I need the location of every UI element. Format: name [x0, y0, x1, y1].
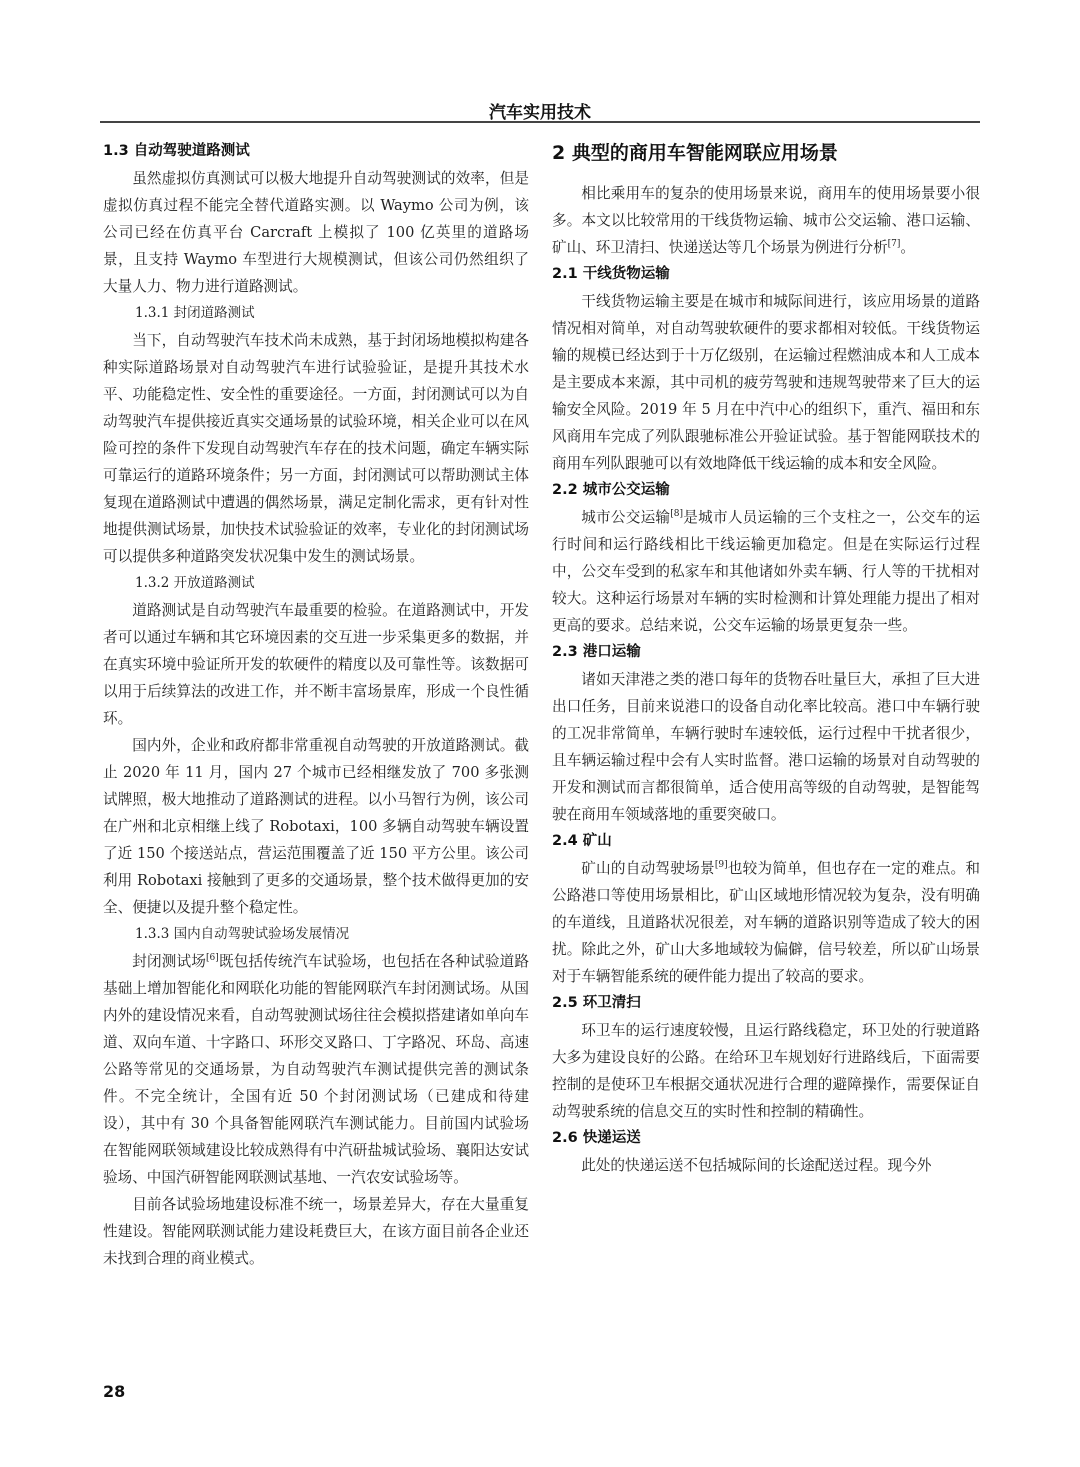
right-column [552, 138, 980, 1179]
paragraph: 道路测试是自动驾驶汽车最重要的检验。在道路测试中，开发者可以通过车辆和其它环境因素的交互进一步采集更多的数据，并在真实环境中验证所开发的软硬件的精度以及可靠性等。该数据可以用于后续算法的改进工作，并不断丰富场景库，形成一个良性循环。 [103, 602, 529, 727]
subsection-heading-1-3-1: 1.3.1 封闭道路测试 [135, 305, 255, 321]
paragraph: 诸如天津港之类的港口每年的货物吞吐量巨大，承担了巨大进出口任务，目前来说港口的设备自动化率比较高。港口中车辆行驶的工况非常简单，车辆行驶时车速较低，运行过程中干扰者很少，且车辆运输过程中会有人实时监督。港口运输的场景对自动驾驶的开发和测试而言都很简单，适合使用高等级的自动驾驶，是智能驾驶在商用车领域落地的重要突破口。 [552, 671, 980, 823]
subsection-heading-1-3-2: 1.3.2 开放道路测试 [135, 575, 255, 591]
paragraph: 虽然虚拟仿真测试可以极大地提升自动驾驶测试的效率，但是虚拟仿真过程不能完全替代道路实测。以 Waymo 公司为例，该公司已经在仿真平台 Carcraft 上模拟了 100 亿英里的道路场景，且支持 Waymo 车型进行大规模测试，但该公司仍然组织了大量人力、物力进行道路测试。 [103, 170, 529, 295]
paragraph [552, 855, 980, 990]
paragraph-text: 城市公交运输 [581, 509, 671, 526]
section-heading-2-4: 2.4 矿山 [552, 833, 612, 849]
paragraph: 国内外，企业和政府都非常重视自动驾驶的开放道路测试。截止 2020 年 11 月，国内 27 个城市已经相继发放了 700 多张测试牌照，极大地推动了道路测试的进程。以小马智行为例，该公司在广州和北京相继上线了 Robotaxi，100 多辆自动驾驶车辆设置了近 150 个接送站点，营运范围覆盖了近 150 平方公里。该公司利用 Robotaxi 接触到了更多的交通场景，整个技术做得更加的安全、便捷以及提升整个稳定性。 [103, 737, 529, 916]
citation-marker: [7] [887, 239, 901, 250]
section-heading-2: 2 典型的商用车智能网联应用场景 [552, 142, 838, 164]
page-number: 28 [103, 1382, 126, 1401]
paragraph-text: 既包括传统汽车试验场，也包括在各种试验道路基础上增加智能化和网联化功能的智能网联汽车封闭测试场。从国内外的建设情况来看，自动驾驶测试场往往会模拟搭建诸如单向车道、双向车道、十字路口、环形交叉路口、丁字路况、环岛、高速公路等常见的交通场景，为自动驾驶汽车测试提供完善的测试条件。不完全统计，全国有近 50 个封闭测试场（已建成和待建设），其中有 30 个具备智能网联汽车测试能力。目前国内试验场在智能网联领域建设比较成熟得有中汽研盐城试验场、襄阳达安试验场、中国汽研智能网联测试基地、一汽农安试验场等。 [103, 953, 529, 1186]
section-heading-2-1: 2.1 干线货物运输 [552, 266, 670, 282]
section-heading-2-5: 2.5 环卫清扫 [552, 995, 641, 1011]
section-heading-1-3: 1.3 自动驾驶道路测试 [103, 143, 250, 159]
paragraph [103, 948, 529, 1191]
paragraph: 目前各试验场地建设标准不统一，场景差异大，存在大量重复性建设。智能网联测试能力建设耗费巨大，在该方面目前各企业还未找到合理的商业模式。 [103, 1196, 529, 1267]
paragraph: 干线货物运输主要是在城市和城际间进行，该应用场景的道路情况相对简单，对自动驾驶软硬件的要求都相对较低。干线货物运输的规模已经达到于十万亿级别，在运输过程燃油成本和人工成本是主要成本来源，其中司机的疲劳驾驶和违规驾驶带来了巨大的运输安全风险。2019 年 5 月在中汽中心的组织下，重汽、福田和东风商用车完成了列队跟驰标准公开验证试验。基于智能网联技术的商用车列队跟驰可以有效地降低干线运输的成本和安全风险。 [552, 293, 980, 472]
section-heading-2-6: 2.6 快递运送 [552, 1130, 641, 1146]
paragraph-text: 是城市人员运输的三个支柱之一，公交车的运行时间和运行路线相比干线运输更加稳定。但是在实际运行过程中，公交车受到的私家车和其他诸如外卖车辆、行人等的干扰相对较大。这种运行场景对车辆的实时检测和计算处理能力提出了相对更高的要求。总结来说，公交车运输的场景更复杂一些。 [552, 509, 980, 634]
citation-marker: [8] [670, 509, 684, 520]
header-rule [100, 121, 980, 123]
citation-marker: [9] [714, 860, 728, 871]
paragraph: 环卫车的运行速度较慢，且运行路线稳定，环卫处的行驶道路大多为建设良好的公路。在给环卫车规划好行进路线后，下面需要控制的是使环卫车根据交通状况进行合理的避障操作，需要保证自动驾驶系统的信息交互的实时性和控制的精确性。 [552, 1022, 980, 1120]
paragraph-text: 。 [900, 239, 916, 256]
paragraph: 当下，自动驾驶汽车技术尚未成熟，基于封闭场地模拟构建各种实际道路场景对自动驾驶汽车进行试验验证，是提升其技术水平、功能稳定性、安全性的重要途径。一方面，封闭测试可以为自动驾驶汽车提供接近真实交通场景的试验环境，相关企业可以在风险可控的条件下发现自动驾驶汽车存在的技术问题，确定车辆实际可靠运行的道路环境条件；另一方面，封闭测试可以帮助测试主体复现在道路测试中遭遇的偶然场景，满足定制化需求，更有针对性地提供测试场景，加快技术试验验证的效率，专业化的封闭测试场可以提供多种道路突发状况集中发生的测试场景。 [103, 332, 529, 565]
paragraph-text: 相比乘用车的复杂的使用场景来说，商用车的使用场景要小很多。本文以比较常用的干线货物运输、城市公交运输、港口运输、矿山、环卫清扫、快递送达等几个场景为例进行分析 [552, 185, 980, 256]
paragraph [552, 504, 980, 639]
section-heading-2-3: 2.3 港口运输 [552, 644, 641, 660]
citation-marker: [6] [206, 953, 219, 964]
section-heading-2-2: 2.2 城市公交运输 [552, 482, 670, 498]
running-head: 汽车实用技术 [489, 103, 591, 123]
paragraph-text: 也较为简单，但也存在一定的难点。和公路港口等使用场景相比，矿山区域地形情况较为复杂，没有明确的车道线，且道路状况很差，对车辆的道路识别等造成了较大的困扰。除此之外，矿山大多地域较为偏僻，信号较差，所以矿山场景对于车辆智能系统的硬件能力提出了较高的要求。 [552, 860, 980, 985]
paragraph-text: 矿山的自动驾驶场景 [581, 860, 715, 877]
subsection-heading-1-3-3: 1.3.3 国内自动驾驶试验场发展情况 [135, 926, 350, 942]
left-column [103, 138, 529, 1272]
paragraph [552, 180, 980, 261]
paragraph-text: 封闭测试场 [132, 953, 207, 970]
paragraph: 此处的快递运送不包括城际间的长途配送过程。现今外 [581, 1157, 932, 1174]
